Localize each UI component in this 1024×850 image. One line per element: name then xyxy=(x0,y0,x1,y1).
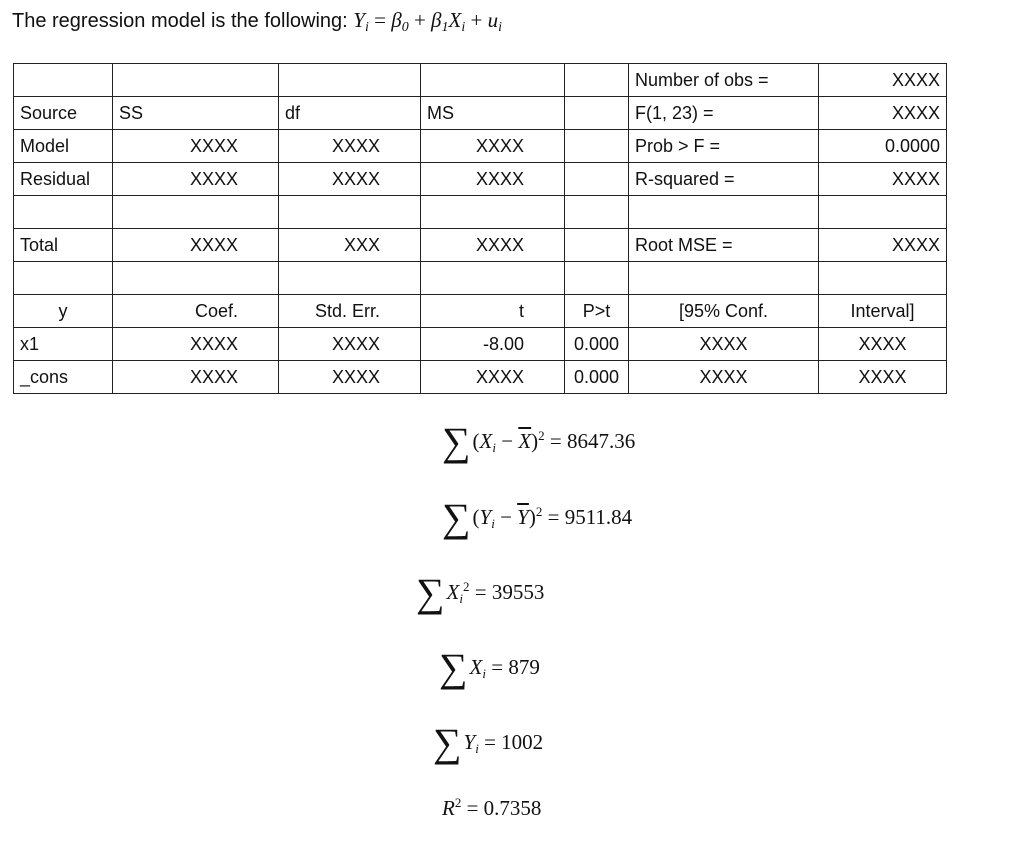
cons-label: _cons xyxy=(14,361,113,394)
table-row xyxy=(14,64,947,97)
cons-p: 0.000 xyxy=(565,361,629,394)
sum-sq-dev-y-value: 9511.84 xyxy=(564,505,633,529)
sum-sq-dev-x: $\sum(X_i - \overline{X})^2 = 8647.36$ xyxy=(442,419,636,464)
nobs-value: XXXX xyxy=(819,64,947,97)
regression-output-table xyxy=(13,63,947,394)
table-row xyxy=(14,97,947,130)
cons-ci-low: XXXX xyxy=(629,361,819,394)
r-squared-equation: $R^2 = 0.7358$ xyxy=(442,795,542,820)
cons-ci-high: XXXX xyxy=(819,361,947,394)
model-df: XXXX xyxy=(279,130,421,163)
df-header: df xyxy=(279,97,421,130)
r-squared-value: 0.7358 xyxy=(483,796,542,820)
coef-header: Coef. xyxy=(113,295,279,328)
x1-t: -8.00 xyxy=(421,328,565,361)
se-header: Std. Err. xyxy=(279,295,421,328)
nobs-label: Number of obs = xyxy=(629,64,819,97)
x1-se: XXXX xyxy=(279,328,421,361)
r2-label: R-squared = xyxy=(629,163,819,196)
cons-se: XXXX xyxy=(279,361,421,394)
ci-high-header: Interval] xyxy=(819,295,947,328)
sum-sq-dev-y: $\sum(Y_i - \overline{Y})^2 = 9511.84$ xyxy=(442,495,633,540)
rmse-value: XXXX xyxy=(819,229,947,262)
sum-x-squared-value: 39553 xyxy=(491,580,545,604)
ss-header: SS xyxy=(113,97,279,130)
table-row xyxy=(14,295,947,328)
intro-line xyxy=(12,8,502,36)
cons-coef: XXXX xyxy=(113,361,279,394)
table-row xyxy=(14,196,947,229)
model-ms: XXXX xyxy=(421,130,565,163)
ms-header: MS xyxy=(421,97,565,130)
x1-p: 0.000 xyxy=(565,328,629,361)
total-ss: XXXX xyxy=(113,229,279,262)
total-label: Total xyxy=(14,229,113,262)
x1-ci-low: XXXX xyxy=(629,328,819,361)
f-value: XXXX xyxy=(819,97,947,130)
prob-value: 0.0000 xyxy=(819,130,947,163)
residual-ss: XXXX xyxy=(113,163,279,196)
source-header: Source xyxy=(14,97,113,130)
model-label: Model xyxy=(14,130,113,163)
sum-x-squared: $\sum X_i^2 = 39553$ xyxy=(416,570,545,615)
sum-x-value: 879 xyxy=(508,655,540,679)
f-label: F(1, 23) = xyxy=(629,97,819,130)
x1-label: x1 xyxy=(14,328,113,361)
x1-ci-high: XXXX xyxy=(819,328,947,361)
table-row xyxy=(14,229,947,262)
table-row xyxy=(14,130,947,163)
sum-y-value: 1002 xyxy=(501,730,544,754)
total-df: XXX xyxy=(279,229,421,262)
r2-value: XXXX xyxy=(819,163,947,196)
intro-text: The regression model is the following: xyxy=(12,10,348,32)
rmse-label: Root MSE = xyxy=(629,229,819,262)
table-row xyxy=(14,361,947,394)
regression-equation: $Y_i = \beta_0 + \beta_1X_i + u_i$ xyxy=(353,8,502,35)
residual-label: Residual xyxy=(14,163,113,196)
residual-df: XXXX xyxy=(279,163,421,196)
model-ss: XXXX xyxy=(113,130,279,163)
residual-ms: XXXX xyxy=(421,163,565,196)
t-header: t xyxy=(421,295,565,328)
sum-sq-dev-x-value: 8647.36 xyxy=(566,429,636,453)
table-row xyxy=(14,328,947,361)
total-ms: XXXX xyxy=(421,229,565,262)
x1-coef: XXXX xyxy=(113,328,279,361)
sum-x: $\sum X_i = 879$ xyxy=(439,645,540,690)
y-header: y xyxy=(14,295,113,328)
cons-t: XXXX xyxy=(421,361,565,394)
table-row xyxy=(14,262,947,295)
sum-y: $\sum Y_i = 1002$ xyxy=(433,720,544,765)
ci-low-header: [95% Conf. xyxy=(629,295,819,328)
table-row xyxy=(14,163,947,196)
p-header: P>t xyxy=(565,295,629,328)
prob-label: Prob > F = xyxy=(629,130,819,163)
